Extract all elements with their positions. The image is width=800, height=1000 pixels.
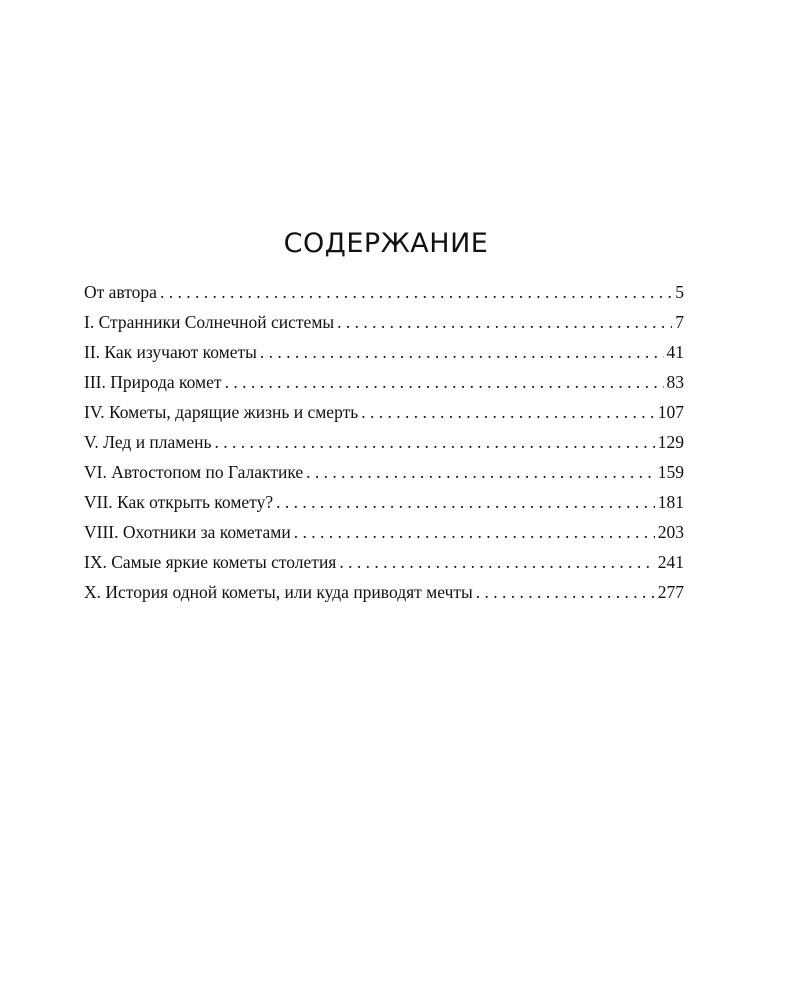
toc-entry <box>84 277 684 307</box>
toc-entry-label: II. Как изучают кометы <box>84 342 257 362</box>
dot-leader <box>306 457 655 487</box>
toc-entry <box>84 517 684 547</box>
toc-entry <box>84 457 684 487</box>
toc-entry-page: 277 <box>657 582 684 602</box>
dot-leader <box>225 367 664 397</box>
dot-leader <box>361 397 655 427</box>
toc-entry-label: III. Природа комет <box>84 372 222 392</box>
toc-entry-page: 129 <box>657 432 684 452</box>
toc-entry-label: VI. Автостопом по Галактике <box>84 462 304 482</box>
toc-entry-page: 5 <box>675 282 684 302</box>
toc-entry <box>84 427 684 457</box>
toc-entry <box>84 397 684 427</box>
toc-entry-label: X. История одной кометы, или куда приводят мечты <box>84 582 473 602</box>
toc-entry <box>84 337 684 367</box>
toc-entry-page: 203 <box>657 522 684 542</box>
toc-entry-page: 241 <box>657 552 684 572</box>
toc-entry-page: 41 <box>666 342 684 362</box>
dot-leader <box>337 307 672 337</box>
toc-entry <box>84 547 684 577</box>
toc-entry-label: От автора <box>84 282 157 302</box>
dot-leader <box>215 427 655 457</box>
toc-entry-page: 83 <box>666 372 684 392</box>
toc-entry-label: IV. Кометы, дарящие жизнь и смерть <box>84 402 359 422</box>
dot-leader <box>294 517 655 547</box>
dot-leader <box>260 337 664 367</box>
toc-entry-label: I. Странники Солнечной системы <box>84 312 335 332</box>
toc-entry <box>84 367 684 397</box>
dot-leader <box>160 277 672 307</box>
dot-leader <box>476 577 655 607</box>
toc-entry <box>84 577 684 607</box>
toc-entry-label: IX. Самые яркие кометы столетия <box>84 552 337 572</box>
dot-leader <box>276 487 655 517</box>
table-of-contents <box>84 277 684 607</box>
toc-entry-page: 7 <box>675 312 684 332</box>
page-title: СОДЕРЖАНИЕ <box>283 228 489 259</box>
toc-entry-label: V. Лед и пламень <box>84 432 212 452</box>
toc-entry-label: VIII. Охотники за кометами <box>84 522 291 542</box>
toc-entry <box>84 487 684 517</box>
dot-leader <box>339 547 654 577</box>
toc-entry-page: 159 <box>657 462 684 482</box>
toc-entry-label: VII. Как открыть комету? <box>84 492 274 512</box>
toc-entry-page: 181 <box>657 492 684 512</box>
toc-entry <box>84 307 684 337</box>
toc-entry-page: 107 <box>657 402 684 422</box>
